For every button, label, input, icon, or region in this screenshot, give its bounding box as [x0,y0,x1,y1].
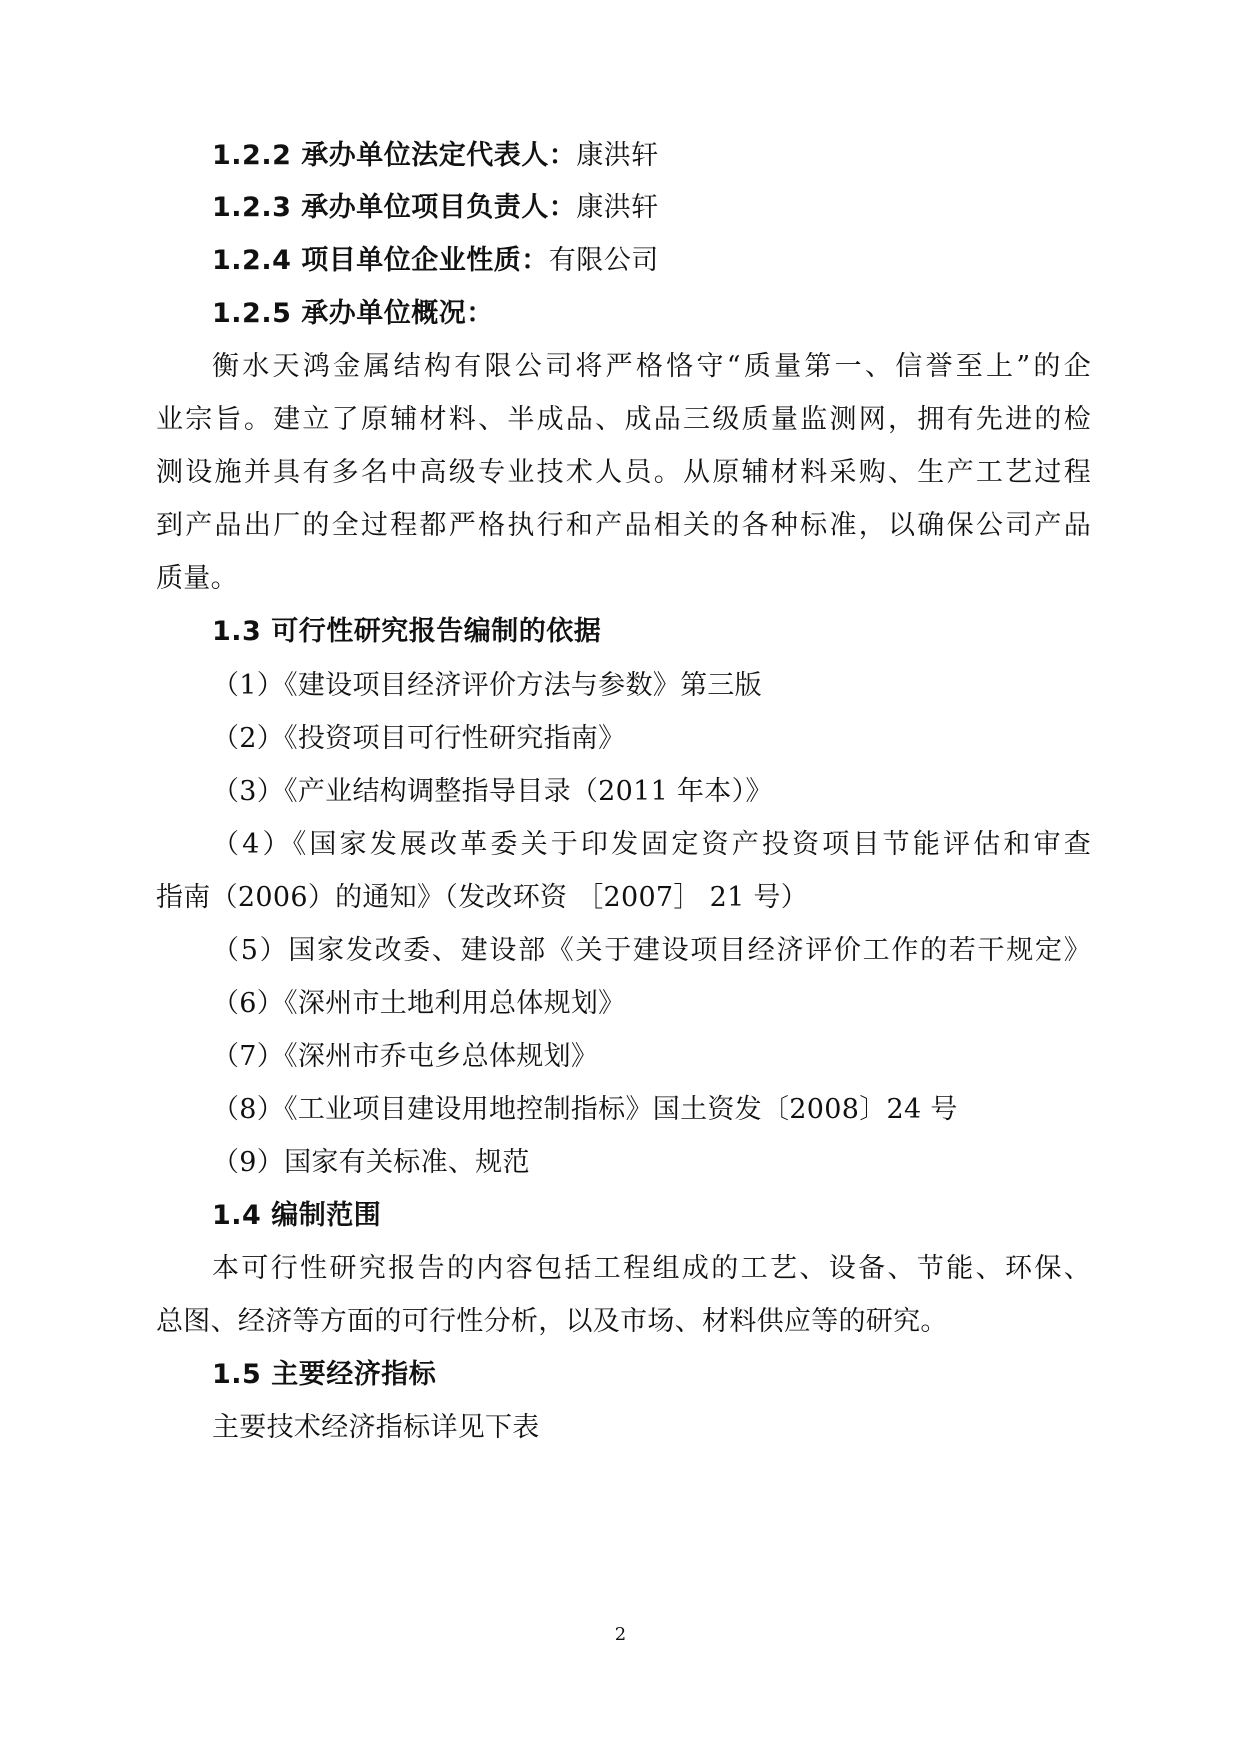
section-1-2-3-value: 康洪轩 [576,192,659,223]
overview-line-2: 业宗旨。建立了原辅材料、半成品、成品三级质量监测网，拥有先进的检 [156,404,1091,435]
section-1-2-3-label: 1.2.3 承办单位项目负责人： [212,192,577,223]
section-1-5-title: 1.5 主要经济指标 [212,1359,437,1390]
basis-item-7: （7）《深州市乔屯乡总体规划》 [212,1041,599,1072]
basis-item-5: （5）国家发改委、建设部《关于建设项目经济评价工作的若干规定》 [212,935,1091,966]
section-1-5-text: 主要技术经济指标详见下表 [212,1412,540,1443]
section-1-2-5-title: 1.2.5 承办单位概况： [212,298,494,329]
section-1-2-4-value: 有限公司 [548,245,659,276]
basis-item-3: （3）《产业结构调整指导目录（2011 年本）》 [212,776,773,807]
overview-line-4: 到产品出厂的全过程都严格执行和产品相关的各种标准，以确保公司产品 [156,510,1091,541]
section-1-2-2 [212,138,659,174]
basis-item-4: （4）《国家发展改革委关于印发固定资产投资项目节能评估和审查 [212,829,1091,860]
section-1-4-title: 1.4 编制范围 [212,1200,382,1231]
overview-line-1: 衡水天鸿金属结构有限公司将严格恪守“质量第一、信誉至上”的企 [212,351,1091,382]
scope-line-2: 总图、经济等方面的可行性分析，以及市场、材料供应等的研究。 [156,1306,948,1337]
section-1-2-4 [212,243,659,279]
section-1-2-2-value: 康洪轩 [576,140,659,171]
section-1-2-3 [212,190,659,226]
overview-line-5: 质量。 [156,563,238,594]
page-number: 2 [614,1624,627,1645]
section-1-2-2-label: 1.2.2 承办单位法定代表人： [212,140,577,171]
section-1-3-title: 1.3 可行性研究报告编制的依据 [212,616,602,647]
basis-item-6: （6）《深州市土地利用总体规划》 [212,988,626,1019]
basis-item-4-continued: 指南（2006）的通知》（发改环资 ［2007］ 21 号） [156,882,809,913]
overview-line-3: 测设施并具有多名中高级专业技术人员。从原辅材料采购、生产工艺过程 [156,457,1091,488]
basis-item-1: （1）《建设项目经济评价方法与参数》第三版 [212,670,762,701]
basis-item-2: （2）《投资项目可行性研究指南》 [212,723,626,754]
basis-item-9: （9）国家有关标准、规范 [212,1147,530,1178]
basis-item-8: （8）《工业项目建设用地控制指标》国土资发〔2008〕24 号 [212,1094,958,1125]
scope-line-1: 本可行性研究报告的内容包括工程组成的工艺、设备、节能、环保、 [212,1253,1091,1284]
section-1-2-4-label: 1.2.4 项目单位企业性质： [212,245,549,276]
